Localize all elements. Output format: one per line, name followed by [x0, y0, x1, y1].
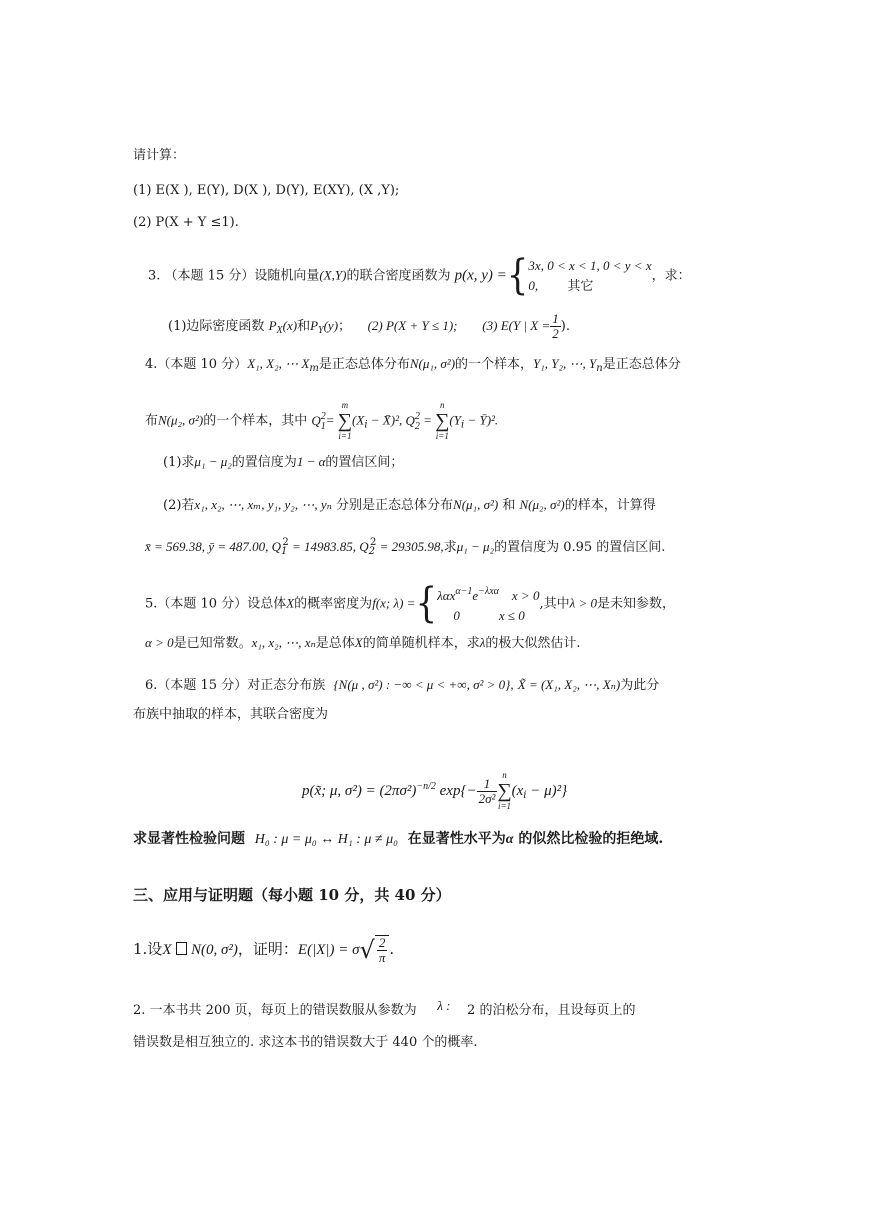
q4-part-2: (2)若x₁, x₂, ⋯, xₘ, y₁, y₂, ⋯, yₙ 分别是正态总体分布N(μ₁, σ²) 和 N(μ₂, σ²)的样本，计算得 — [163, 497, 656, 513]
intro-line-3: (2) P(X + Y ≤1). — [133, 215, 239, 230]
section-3-title: 三、应用与证明题（每小题 10 分，共 40 分） — [133, 886, 451, 904]
q6-hypothesis-line: 求显著性检验问题 H₀ : μ = μ₀ ↔ H₁ : μ ≠ μ₀ 在显著性水平为α 的似然比检验的拒绝域. — [133, 831, 664, 847]
q6-line-2: 布族中抽取的样本，其联合密度为 — [133, 707, 329, 722]
q4-part-1: (1)求μ₁ − μ₂的置信度为1 − α的置信区间； — [163, 454, 404, 470]
q6-density-formula: p(x̃; μ, $\sigma^2) = (2\pi\sigma^2)^{-n/2}$ exp{− $\frac{1}{\text{2σ²}}$ n ∑ i=1 $(x_i - \mu)^2$} — [302, 770, 568, 811]
q3-parts: (1)边际密度函数 $P_X(x)$和$P_Y(y)$； (2) P(X + Y ≤ 1); (3) E(Y | X = $\frac{1}{2}$ ). — [168, 311, 570, 341]
problem-2-line-1: 2. 一本书共 200 页，每页上的错误数服从参数为 λ : 2 的泊松分布，且设每页上的 — [133, 998, 636, 1018]
q3-heading: 3. （本题 15 分）设随机向量(X,Y)的联合密度函数为 p(x, y) ={ 3x, 0 < x < 1, 0 < y < x 0, 其它 ，求： — [148, 252, 691, 300]
q4-line-2: 布N(μ₂, σ²)的一个样本，其中 $Q_1^2=$ m ∑ i=1 ($X_i$ − X̄)², $Q_2^2$ = n ∑ i=1 ($Y_i$ − Ȳ)². — [145, 400, 499, 441]
missing-glyph-box — [176, 942, 187, 955]
q4-line-1: 4.（本题 10 分）X₁, X₂, ⋯ $X_m$是正态总体分布N(μ₁, σ²)的一个样本，Y₁, Y₂, ⋯, $Y_n$是正态总体分 — [145, 356, 681, 374]
q4-data-line: x̄ = 569.38, ȳ = 487.00, $Q_1^2 = 14983.85$, $Q_2^2 = 29305.98$,求μ₁ − μ₂的置信度为 0.95 的置信区间. — [145, 537, 666, 557]
intro-line-2: (1) E(X ), E(Y), D(X ), D(Y), E(XY), (X ,Y); — [133, 183, 400, 198]
problem-1: 1.设X N(0, σ²)，证明：E(|X|) = σ√ $\frac{2}{\pi}$ . — [133, 935, 395, 965]
q5-line-2: α > 0是已知常数。x₁, x₂, ⋯, xₙ是总体X的简单随机样本，求λ的极大似然估计. — [145, 635, 581, 651]
q5-line-1: 5.（本题 10 分）设总体X的概率密度为f(x; λ) ={ $\lambda\alpha x^{\alpha-1}e^{-\lambda x\alpha}$ x > 0 0 x ≤ 0 ,其中λ > 0是未知参数， — [145, 580, 676, 628]
q6-line-1: 6.（本题 15 分）对正态分布族 {N(μ , σ²) : −∞ < μ < +∞, σ² > 0}, X̃ = (X₁, X₂, ⋯, Xₙ)为此分 — [145, 677, 660, 693]
intro-line-1: 请计算： — [133, 148, 186, 163]
problem-2-line-2: 错误数是相互独立的. 求这本书的错误数大于 440 个的概率. — [133, 1035, 478, 1050]
